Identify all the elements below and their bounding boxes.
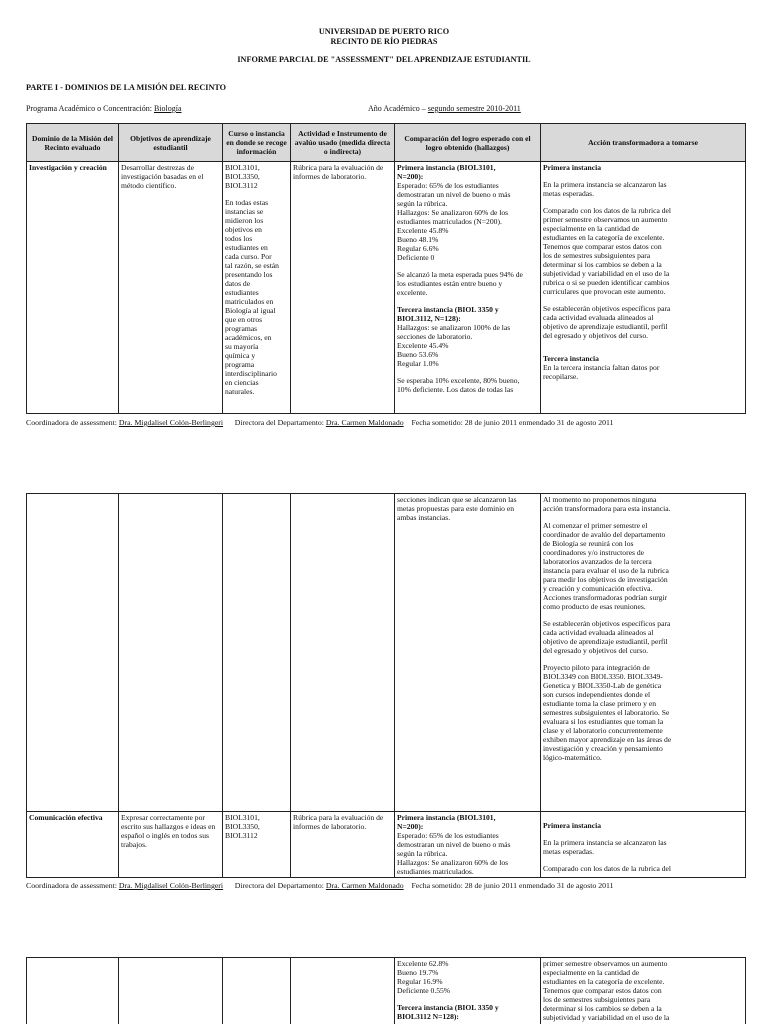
assessment-table-page1: [26, 123, 746, 414]
year-label: Año Académico –: [368, 104, 428, 113]
cell-domain: Investigación y creación: [27, 162, 119, 414]
table-row: [27, 494, 746, 812]
cell-action: Al momento no proponemos ninguna acción transformadora para esta instancia. Al comenzar el primer semestre el coordinador de avalúo del departamento de Biología se reunirá con los coordinadores y/o instructores de laboratorios avanzados de la tercera instancia para evaluar el uso de la rubrica para medir los objetivos de investigación y creación y comunicación efectiva. Acciones transformadoras podrían surgir como producto de esas reuniones. Se establecerán objetivos específicos para cada actividad evaluada alineados al objetivo de aprendizaje estudiantil, perfil del egresado y objetivos del curso. Proyecto piloto para integración de BIOL3349 con BIOL3350. BIOL3349- Genetica y BIOL3350-Lab de genética son cursos independientes donde el estudiante toma la clase primero y en semestres subsiguientes el laboratorio. Se evaluara si los estudiantes que toman la clase y el laboratorio concurrentemente exhiben mayor aprendizaje en las áreas de investigación y creación y pensamiento lógico-matemático.: [541, 494, 746, 812]
year-line: [368, 104, 521, 113]
cell-action: Primera instancia En la primera instancia se alcanzaron las metas esperadas. Comparado con los datos de la rubrica del: [541, 812, 746, 878]
action-first-instance-title: Primera instancia: [543, 163, 601, 172]
program-value: Biología: [153, 104, 182, 113]
footer-page1: Coordinadora de assessment: Dra. Migdalisel Colón-Berlingeri Directora del Departamento: Dra. Carmen Maldonado Fecha sometido: 28 de junio 2011 enmendado 31 de agosto 2011: [26, 418, 614, 427]
table-row: [27, 162, 746, 414]
page-1: [0, 0, 768, 440]
assessment-table-page2: [26, 493, 746, 878]
cell-instrument: Rúbrica para la evaluación de informes de laboratorio.: [291, 162, 395, 414]
program-line: [26, 104, 182, 113]
header-instrument: Actividad e Instrumento de avalúo usado (medida directa o indirecta): [291, 124, 395, 162]
cell-domain: Comunicación efectiva: [27, 812, 119, 878]
cell-action: Primera instancia En la primera instancia se alcanzaron las metas esperadas. Comparado con los datos de la rubrica del primer semestre observamos un aumento especialmente en la cantidad de estudiantes en la categoría de excelente. Tenemos que comparar estos datos con los de semestres subsiguientes para determinar si los cambios se deben a la subjetividad y variabilidad en el uso de la rubrica o si se pueden identificar cambios curriculares que provocan este aumento. Se establecerán objetivos específicos para cada actividad evaluada alineados al objetivo de aprendizaje estudiantil, perfil del egresado y objetivos del curso. Tercera instancia En la tercera instancia faltan datos por recopilarse.: [541, 162, 746, 414]
report-title: INFORME PARCIAL DE "ASSESSMENT" DEL APRENDIZAJE ESTUDIANTIL: [237, 55, 531, 64]
coordinator-name: Dra. Migdalisel Colón-Berlingeri: [118, 418, 224, 427]
university-name: UNIVERSIDAD DE PUERTO RICO: [318, 27, 450, 36]
cell-comparison: secciones indican que se alcanzaron las metas propuestas para este dominio en ambas instancias.: [395, 494, 541, 812]
cell-objective: Desarrollar destrezas de investigación basadas en el método científico.: [119, 162, 223, 414]
year-value: segundo semestre 2010-2011: [427, 104, 521, 113]
header-domain: Dominio de la Misión del Recinto evaluado: [27, 124, 119, 162]
cell-objective: Expresar correctamente por escrito sus hallazgos e ideas en español o inglés en todos sus trabajos.: [119, 812, 223, 878]
third-instance-title: Tercera instancia (BIOL 3350 y: [397, 305, 499, 314]
cell-courses: BIOL3101, BIOL3350, BIOL3112: [223, 812, 291, 878]
cell-instrument: Rúbrica para la evaluación de informes de laboratorio.: [291, 812, 395, 878]
part-heading: PARTE I - DOMINIOS DE LA MISIÓN DEL RECINTO: [26, 83, 227, 92]
campus-name: RECINTO DE RÍO PIEDRAS: [330, 37, 438, 46]
page-3: [0, 957, 768, 1024]
header-objectives: Objetivos de aprendizaje estudiantil: [119, 124, 223, 162]
table-header-row: [27, 124, 746, 162]
cell-courses: BIOL3101, BIOL3350, BIOL3112 En todas estas instancias se midieron los objetivos en todos los estudiantes en cada curso. Por tal razón, se están presentando los datos de estudiantes matriculados en Biología al igual que en otros programas académicos, en su mayoría química y programa interdisciplinario en ciencias naturales.: [223, 162, 291, 414]
cell-comparison: Primera instancia (BIOL3101, N=200): Esperado: 65% de los estudiantes demostraran un nivel de bueno o más según la rúbrica. Hallazgos: Se analizaron 60% de los estudiantes matriculados.: [395, 812, 541, 878]
courses-note: En todas estas instancias se midieron los objetivos en todos los estudiantes en cada curso. Por tal razón, se están presentando los datos de estudiantes matriculados en Biología al igual que en otros programas académicos, en su mayoría química y programa interdisciplinario en ciencias naturales.: [225, 198, 279, 396]
footer-page2: Coordinadora de assessment: Dra. Migdalisel Colón-Berlingeri Directora del Departamento: Dra. Carmen Maldonado Fecha sometido: 28 de junio 2011 enmendado 31 de agosto 2011: [26, 881, 614, 890]
cell-comparison: Excelente 62.8% Bueno 19.7% Regular 16.9% Deficiente 0.55% Tercera instancia (BIOL 3350 y BIOL3112 N=128):: [395, 958, 541, 1024]
table-row: [27, 958, 746, 1024]
assessment-table-page3: [26, 957, 746, 1024]
header-course: Curso o instancia en donde se recoge información: [223, 124, 291, 162]
first-instance-title: Primera instancia (BIOL3101,: [397, 163, 496, 172]
page-2: [0, 493, 768, 893]
cell-comparison: Primera instancia (BIOL3101, N=200): Esperado: 65% de los estudiantes demostraran un nivel de bueno o más según la rúbrica. Hallazgos: Se analizaron 60% de los estudiantes matriculados (N=200). Excelente 45.8% Bueno 48.1% Regular 6.6% Deficiente 0 Se alcanzó la meta esperada pues 94% de los estudiantes están entre bueno y excelente. Tercera instancia (BIOL 3350 y BIOL3112, N=128): Hallazgos: se analizaron 100% de las secciones de laboratorio. Excelente 45.4% Bueno 53.6% Regular 1.0% Se esperaba 10% excelente, 80% bueno, 10% deficiente. Los datos de todas las: [395, 162, 541, 414]
action-third-instance-title: Tercera instancia: [543, 354, 599, 363]
header-action: Acción transformadora a tomarse: [541, 124, 746, 162]
header-comparison: Comparación del logro esperado con el logro obtenido (hallazgos): [395, 124, 541, 162]
cell-action: primer semestre observamos un aumento especialmente en la cantidad de estudiantes en la categoría de excelente. Tenemos que comparar estos datos con los de semestres subsiguientes para determinar si los cambios se deben a la subjetividad y variabilidad en el uso de la: [541, 958, 746, 1024]
table-row: [27, 812, 746, 878]
director-name: Dra. Carmen Maldonado: [325, 418, 404, 427]
program-label: Programa Académico o Concentración:: [26, 104, 154, 113]
submission-date: Fecha sometido: 28 de junio 2011 enmendado 31 de agosto 2011: [411, 418, 614, 427]
